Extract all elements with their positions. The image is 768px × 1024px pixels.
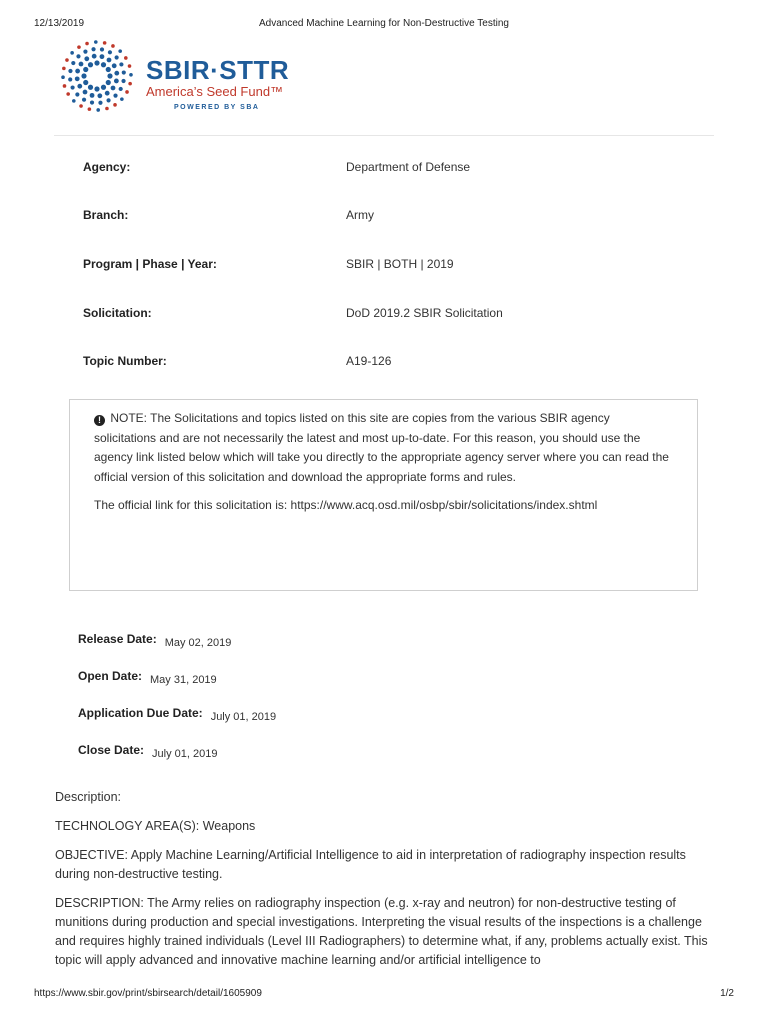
branch-label: Branch: (83, 208, 129, 222)
technology-area: TECHNOLOGY AREA(S): Weapons (55, 819, 256, 833)
sbir-sttr-logo[interactable] (54, 36, 314, 118)
agency-row (83, 160, 683, 180)
agency-value: Department of Defense (346, 160, 471, 174)
close-date-label: Close Date: (78, 743, 145, 757)
close-date-value: July 01, 2019 (152, 748, 218, 760)
release-date-label: Release Date: (78, 632, 157, 646)
branch-value: Army (346, 208, 374, 222)
print-date: 12/13/2019 (34, 18, 85, 29)
solicitation-row (83, 306, 683, 326)
solicitation-notice (69, 399, 698, 591)
page-number: 1/2 (720, 988, 734, 999)
solicitation-label: Solicitation: (83, 306, 152, 320)
release-date-value: May 02, 2019 (164, 637, 232, 649)
info-icon: ! (94, 415, 105, 426)
program-label: Program | Phase | Year: (83, 257, 217, 271)
release-date-row (78, 632, 231, 652)
close-date-row (78, 743, 217, 763)
seed-burst-icon (54, 36, 140, 118)
print-header (34, 18, 734, 32)
program-value: SBIR | BOTH | 2019 (346, 257, 454, 271)
due-date-label: Application Due Date: (78, 706, 203, 720)
description-section (55, 788, 720, 980)
open-date-value: May 31, 2019 (150, 674, 217, 686)
due-date-row (78, 706, 276, 726)
print-url: https://www.sbir.gov/print/sbirsearch/detail/1605909 (34, 988, 262, 999)
due-date-value: July 01, 2019 (210, 711, 277, 723)
topic-number-value: A19-126 (346, 354, 392, 368)
notice-text: NOTE: The Solicitations and topics listed on this site are copies from the various SBIR agency solicitations and are not necessarily the latest and most up-to-date. For this reason, you should use the agency link listed below which will take you directly to the appropriate agency server where you can read the official version of this solicitation and download the appropriate forms and rules. (94, 411, 669, 484)
description-heading: Description: (55, 790, 121, 804)
solicitation-value: DoD 2019.2 SBIR Solicitation (346, 306, 503, 320)
open-date-row (78, 669, 217, 689)
logo-powered-by: POWERED BY SBA (174, 104, 260, 111)
objective-text: OBJECTIVE: Apply Machine Learning/Artificial Intelligence to aid in interpretation of radiography inspection results during non-destructive testing. (55, 848, 686, 881)
open-date-label: Open Date: (78, 669, 143, 683)
branch-row (83, 208, 683, 228)
logo-tagline: America’s Seed Fund™ (146, 84, 284, 99)
topic-number-label: Topic Number: (83, 354, 167, 368)
description-text: DESCRIPTION: The Army relies on radiography inspection (e.g. x-ray and neutron) for non-destructive testing of munitions during production and special investigations. Interpreting the visual results of the inspections is a challenge and requires highly trained individuals (Level III Radiographers) to determine what, if any, problems actually exist. This topic will apply advanced and innovative machine learning and/or artificial intelligence to (55, 896, 708, 967)
program-row (83, 257, 683, 277)
official-link[interactable]: The official link for this solicitation is: https://www.acq.osd.mil/osbp/sbir/solicitations/index.shtml (94, 498, 598, 512)
agency-label: Agency: (83, 160, 131, 174)
print-title: Advanced Machine Learning for Non-Destructive Testing (259, 18, 509, 29)
logo-brand: SBIR·STTR (146, 55, 290, 85)
print-footer (34, 988, 734, 1002)
topic-number-row (83, 354, 683, 374)
header-divider (54, 135, 714, 136)
